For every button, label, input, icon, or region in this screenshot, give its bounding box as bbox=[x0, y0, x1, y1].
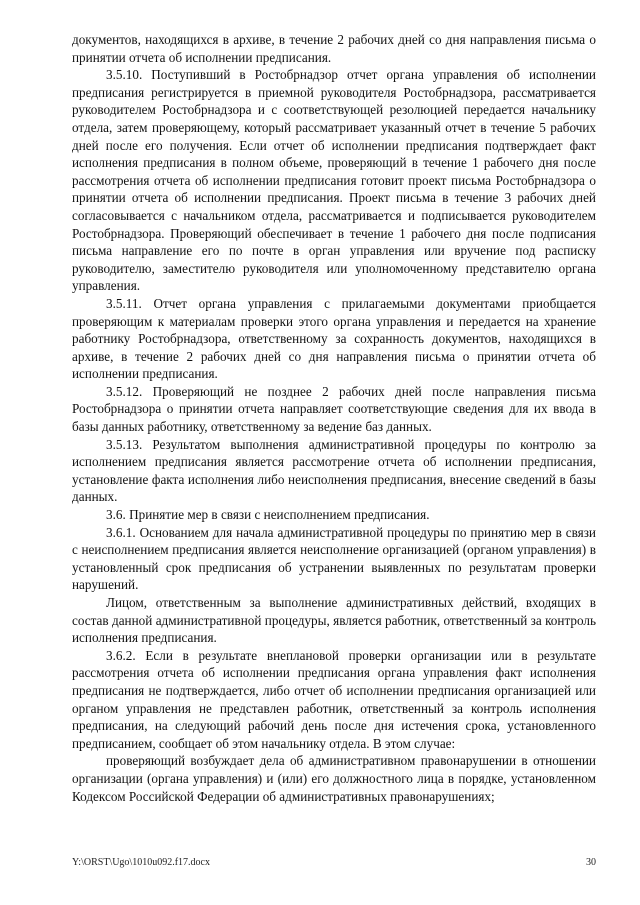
section-heading-3-6: 3.6. Принятие мер в связи с неисполнением предписания. bbox=[106, 507, 430, 523]
paragraph-inspector-action: проверяющий возбуждает дела об административном правонарушении в отношении организации (органа управления) и (или) его должностного лица в порядке, установленном Кодексом Российской Федерации об административных правонарушениях; bbox=[72, 753, 596, 804]
page-number: 30 bbox=[586, 857, 596, 868]
paragraph-3-5-13: 3.5.13. Результатом выполнения административной процедуры по контролю за исполнением предписания является рассмотрение отчета об исполнении предписания, установление факта исполнения либо неисполнения предписания, внесение сведений в базы данных. bbox=[72, 436, 596, 505]
paragraph-3-5-12: 3.5.12. Проверяющий не позднее 2 рабочих дней после направления письма Ростобрнадзора о принятии отчета направляет соответствующие сведения для их ввода в базы данных работнику, ответственному за ведение баз данных. bbox=[72, 383, 596, 435]
document-body bbox=[72, 31, 596, 805]
paragraph-3-5-11: 3.5.11. Отчет органа управления с прилагаемыми документами приобщается проверяющим к материалам проверки этого органа управления и передается на хранение работнику Ростобрнадзора, ответственному за сохранность документов, находящихся в архиве, в течение 2 рабочих дней со дня направления письма о принятии отчета об исполнении предписания. bbox=[72, 295, 596, 382]
paragraph-3-6-2: 3.6.2. Если в результате внеплановой проверки организации или в результате рассмотрения отчета об исполнении предписания органа управления факт исполнения предписания не подтверждается, либо отчет об исполнении предписания организацией или органом управления не представлен работник, ответственный за контроль исполнения предписания, на следующий рабочий день после дня истечения срока, установленного предписанием, сообщает об этом начальнику отдела. В этом случае: bbox=[72, 647, 596, 751]
paragraph-3-5-10: 3.5.10. Поступивший в Ростобрнадзор отчет органа управления об исполнении предписания регистрируется в приемной руководителя Ростобрнадзора, рассматривается руководителем Ростобрнадзора и с соответствующей резолюцией передается начальнику отдела, затем проверяющему, который рассматривает указанный отчет в течение 5 рабочих дней после его получения. Если отчет об исполнении предписания подтверждает факт исполнения предписания в полном объеме, проверяющий в течение 1 рабочего дня после рассмотрения отчета об исполнении предписания готовит проект письма Ростобрнадзора о принятии отчета об исполнении предписания. Проект письма в течение 3 рабочих дней согласовывается с начальником отдела, рассматривается и подписывается руководителем Ростобрнадзора. Проверяющий обеспечивает в течение 1 рабочего дня после подписания письма направление его по почте в орган управления или вручение под расписку руководителю, заместителю руководителя или уполномоченному представителю органа управления. bbox=[72, 67, 596, 294]
footer-file-path: Y:\ORST\Ugo\1010u092.f17.docx bbox=[72, 857, 210, 868]
paragraph-continuation: документов, находящихся в архиве, в течение 2 рабочих дней со дня направления письма о принятии отчета об исполнении предписания. bbox=[72, 32, 596, 65]
paragraph-3-6-1: 3.6.1. Основанием для начала административной процедуры по принятию мер в связи с неисполнением предписания является неисполнение организацией (органом управления) в установленный срок предписания об устранении выявленных по результатам проверки нарушений. bbox=[72, 524, 596, 593]
paragraph-responsible-person: Лицом, ответственным за выполнение административных действий, входящих в состав данной административной процедуры, является работник, ответственный за контроль исполнения предписания. bbox=[72, 595, 596, 646]
